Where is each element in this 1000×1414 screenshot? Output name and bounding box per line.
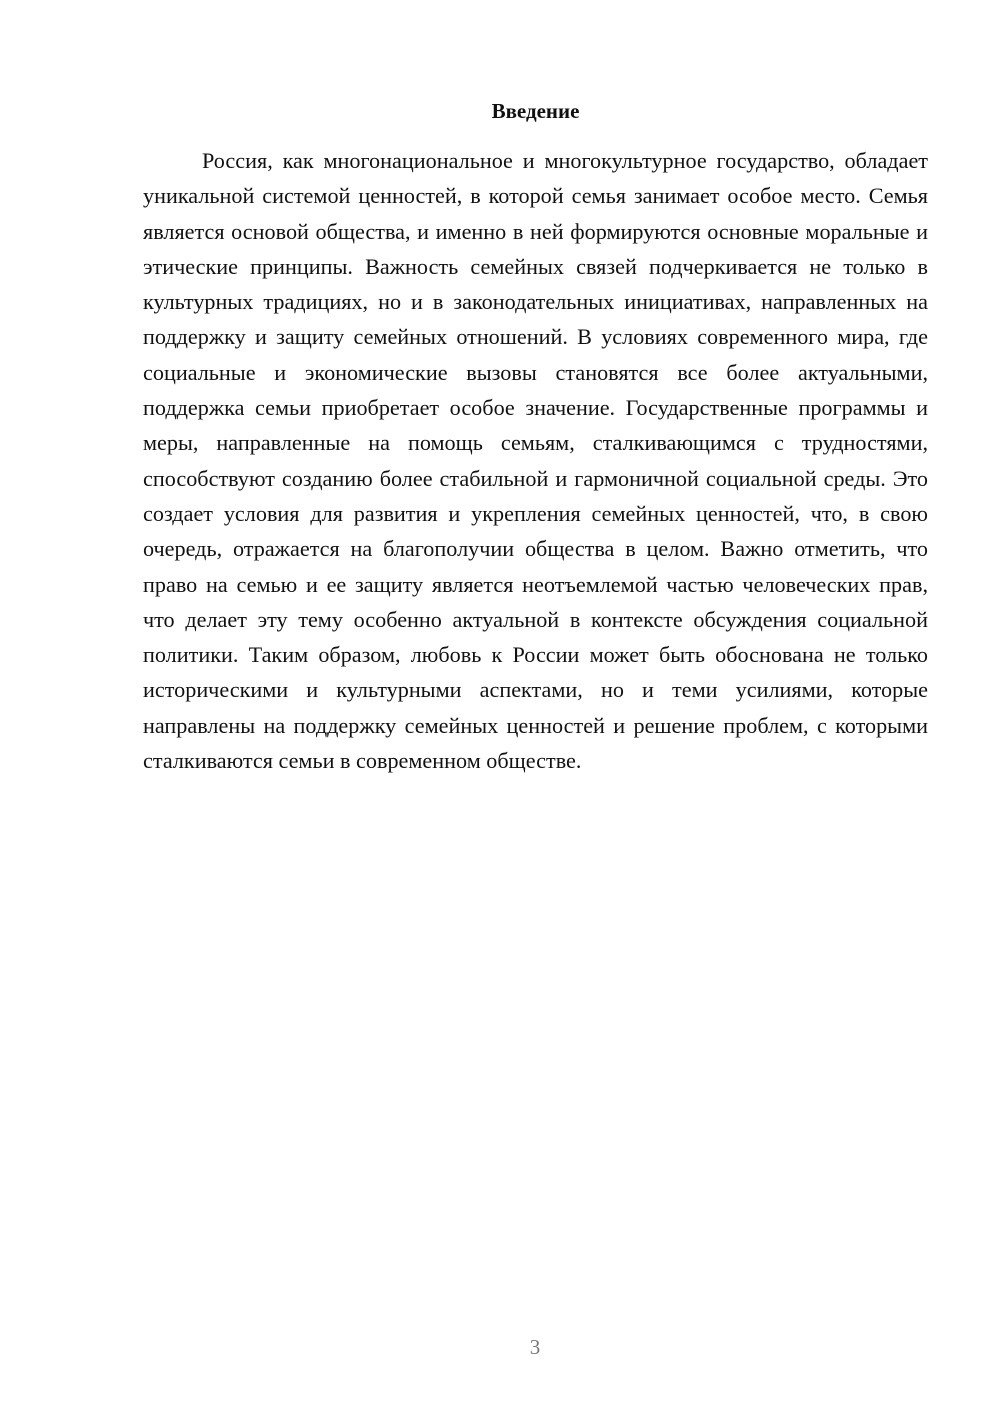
- page-number: 3: [529, 1335, 541, 1359]
- body-paragraph: Россия, как многонациональное и многокультурное государство, обладает уникальной системой ценностей, в которой семья занимает особое место. Семья является основой общества, и именно в ней формируются основные моральные и этические принципы. Важность семейных связей подчеркивается не только в культурных традициях, но и в законодательных инициативах, направленных на поддержку и защиту семейных отношений. В условиях современного мира, где социальные и экономические вызовы становятся все более актуальными, поддержка семьи приобретает особое значение. Государственные программы и меры, направленные на помощь семьям, сталкивающимся с трудностями, способствуют созданию более стабильной и гармоничной социальной среды. Это создает условия для развития и укрепления семейных ценностей, что, в свою очередь, отражается на благополучии общества в целом. Важно отметить, что право на семью и ее защиту является неотъемлемой частью человеческих прав, что делает эту тему особенно актуальной в контексте обсуждения социальной политики. Таким образом, любовь к России может быть обоснована не только историческими и культурными аспектами, но и теми усилиями, которые направлены на поддержку семейных ценностей и решение проблем, с которыми сталкиваются семьи в современном обществе.: [143, 148, 928, 774]
- section-title: Введение: [491, 99, 580, 123]
